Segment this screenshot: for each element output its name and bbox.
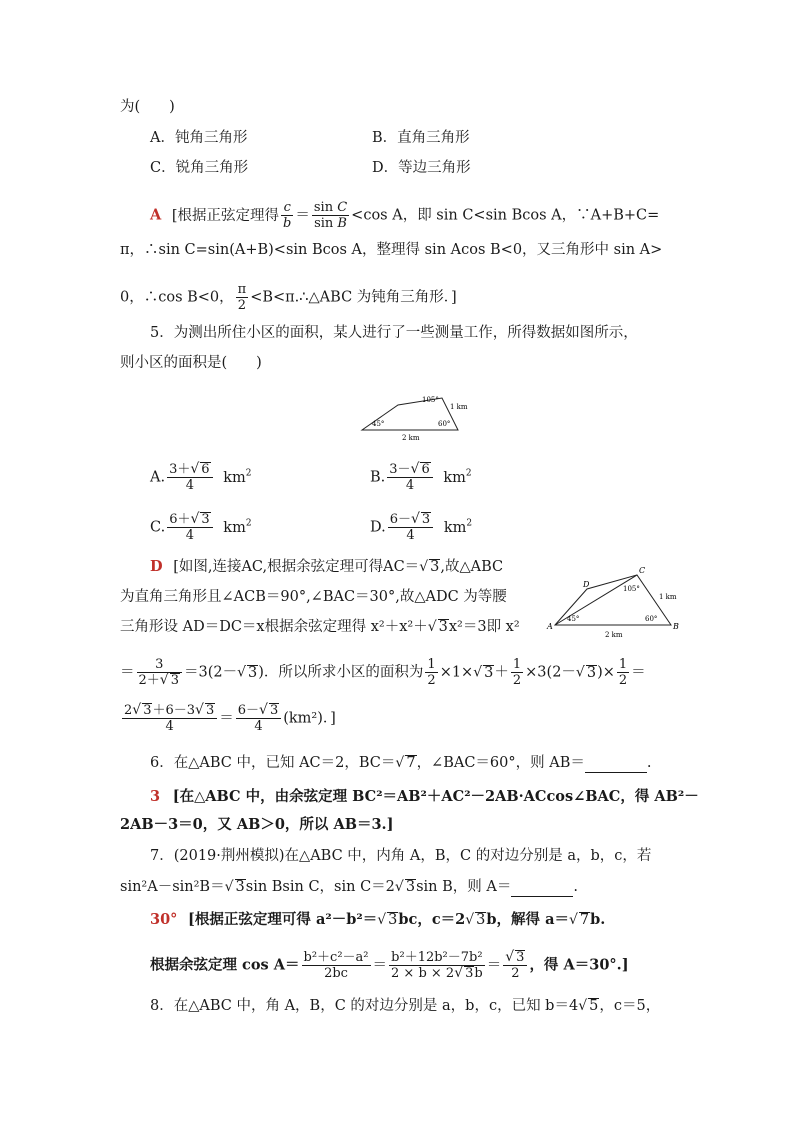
- q6-solution-line2: 2AB－3＝0，又 AB＞0，所以 AB＝3.]: [120, 816, 394, 833]
- fig2-label-b: B: [673, 622, 679, 631]
- q5-solution-figure: [545, 563, 685, 641]
- q4-stem-tail: 为( ): [120, 99, 175, 115]
- q7-solution-line1: 30° [根据正弦定理可得 a²－b²＝√ 3bc，c＝2√ 3b，解得 a＝√ 7b.: [150, 911, 606, 928]
- q5-solution-line5: $\frac{2√ 3+6-3√ 3}{4}$ ＝ $\frac{6-√ 3}{4}$ (km²)．]: [124, 702, 336, 734]
- q5-figure: [358, 388, 470, 444]
- q5-stem-line1: 5．为测出所住小区的面积，某人进行了一些测量工作，所得数据如图所示，: [150, 325, 638, 341]
- fig2-label-d: D: [583, 580, 590, 589]
- q4-solution-line3: 0，∴cos B<0， $\frac{\pi}{2}$ <B<π.∴△ABC 为钝角三角形．]: [120, 282, 457, 313]
- fig2-side-right: 1 km: [659, 593, 677, 601]
- q5-solution-line1: D [如图,连接AC,根据余弦定理可得AC＝√ 3,故△ABC: [150, 558, 504, 575]
- q4-option-b: B．直角三角形: [372, 130, 470, 146]
- q4-option-c: C．锐角三角形: [150, 160, 249, 176]
- q5-solution-line4: ＝ $\frac{3}{2+√ 3}$ ＝3(2－√ 3)．所以所求小区的面积为 $\frac{1}{2}$ ×1×√ 3＋ $\frac{1}{2}$ ×3(2－√ 3)× $\frac{1}{2}$ ＝: [120, 657, 646, 688]
- q4-answer: A: [150, 206, 162, 224]
- q6-answer: 3: [150, 788, 161, 805]
- q5-option-b: B. $\frac{3-√ 6}{4}$ $km^2$: [370, 461, 472, 493]
- q6-stem: 6．在△ABC 中，已知 AC＝2，BC＝√ 7，∠BAC＝60°，则 AB＝ .: [150, 755, 652, 771]
- q7-stem-line2: sin²A－sin²B＝√ 3sin Bsin C，sin C＝2√ 3sin B，则 A＝ .: [120, 879, 578, 895]
- fig2-angle-right: 60°: [645, 615, 658, 623]
- fig2-side-bottom: 2 km: [605, 631, 623, 639]
- q4-solution-line1: A [根据正弦定理得 $\frac{c}{b}$ ＝ $\frac{\text{sin C}}{\text{sin B}}$ <cos A，即 sin C<sin Bcos A，∵A+B+C=: [150, 200, 660, 231]
- fig2-label-a: A: [547, 622, 553, 631]
- fig2-angle-top: 105°: [623, 585, 640, 593]
- q5-option-c: C. $\frac{6+√ 3}{4}$ $km^2$: [150, 511, 252, 543]
- q4-option-a: A．钝角三角形: [150, 130, 248, 146]
- q4-solution-line2: π，∴sin C=sin(A+B)<sin Bcos A，整理得 sin Acos B<0，又三角形中 sin A>: [120, 242, 663, 258]
- q5-answer: D: [150, 558, 163, 575]
- fig1-side-right: 1 km: [450, 403, 468, 411]
- q4-option-d: D．等边三角形: [372, 160, 471, 176]
- fig1-angle-right: 60°: [438, 420, 451, 428]
- q5-stem-line2: 则小区的面积是( ): [120, 355, 262, 371]
- q5-option-a: A. $\frac{3+√ 6}{4}$ $km^2$: [150, 461, 252, 493]
- q7-answer-blank[interactable]: [511, 882, 573, 897]
- fig1-angle-top: 105°: [422, 396, 439, 404]
- q6-solution-line1: 3 [在△ABC 中，由余弦定理 BC²＝AB²＋AC²－2AB·ACcos∠BAC，得 AB²－: [150, 788, 699, 805]
- q7-stem-line1: 7．(2019·荆州模拟)在△ABC 中，内角 A，B，C 的对边分别是 a，b，c，若: [150, 848, 652, 864]
- q7-answer: 30°: [150, 911, 178, 928]
- fig1-angle-left: 45°: [372, 420, 385, 428]
- q5-solution-line2: 为直角三角形且∠ACB＝90°,∠BAC＝30°,故△ADC 为等腰: [120, 589, 507, 605]
- q5-option-d: D. $\frac{6-√ 3}{4}$ $km^2$: [370, 511, 473, 543]
- fig2-angle-left: 45°: [567, 615, 580, 623]
- q6-answer-blank[interactable]: [585, 758, 647, 773]
- q5-solution-line3: 三角形设 AD＝DC＝x根据余弦定理得 x²＋x²＋√ 3x²＝3即 x²: [120, 619, 520, 635]
- q8-stem: 8．在△ABC 中，角 A，B，C 的对边分别是 a，b，c，已知 b＝4√ 5，c＝5，: [150, 998, 661, 1014]
- q7-solution-line2: 根据余弦定理 cos A＝ $\frac{\text{b²＋c²－a²}}{2bc}$ ＝ $\frac{\text{b²＋12b²－7b²}}{2 \times b \times 2√ 3b}$ ＝ $\frac{√ 3}{2}$ ，得 A＝30°.]: [150, 949, 629, 981]
- fig2-label-c: C: [639, 566, 646, 575]
- fig1-side-bottom: 2 km: [402, 434, 420, 442]
